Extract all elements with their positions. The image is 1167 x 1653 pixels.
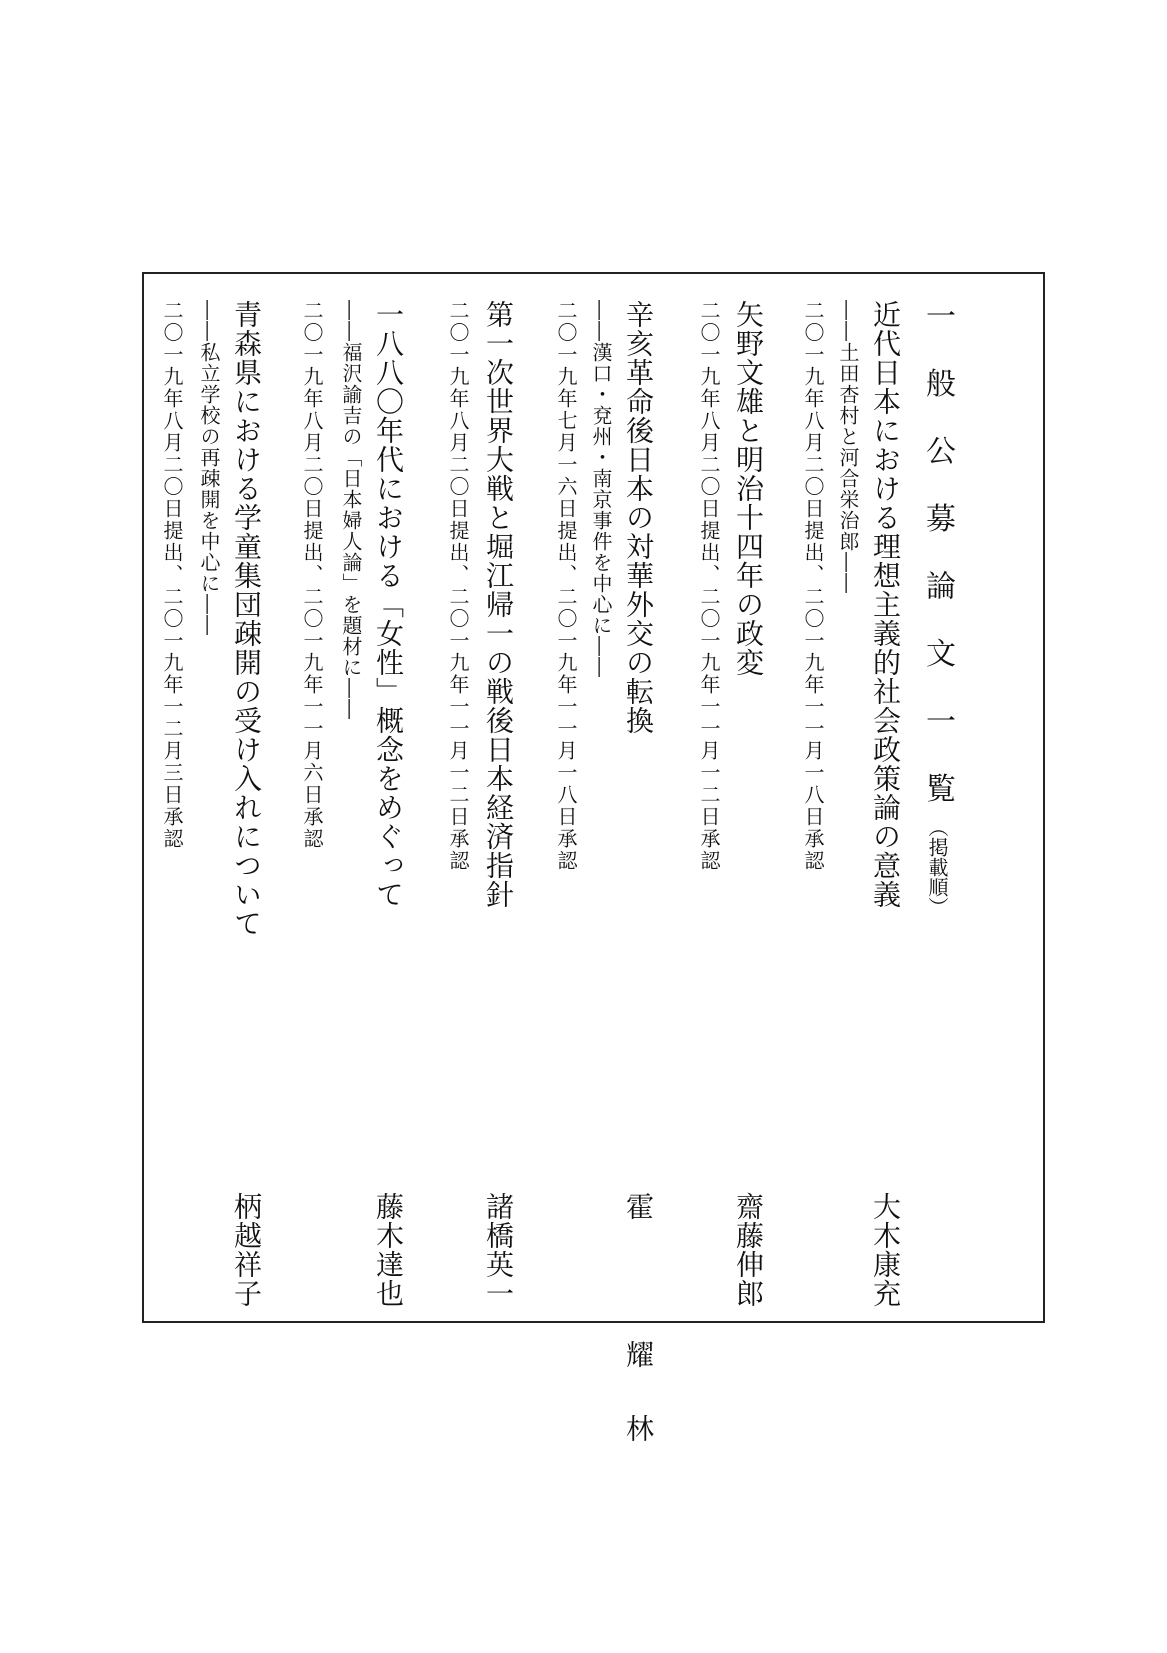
heading-note: （掲載順） — [925, 816, 949, 917]
entry-title: 近代日本における理想主義的社会政策論の意義 — [869, 300, 902, 909]
entry-title: 辛亥革命後日本の対華外交の転換 — [622, 300, 655, 735]
entry-title: 一八八〇年代における「女性」概念をめぐって — [372, 300, 405, 909]
entry-subtitle: ――私立学校の再疎開を中心に―― — [197, 300, 221, 636]
entry-title: 矢野文雄と明治十四年の政変 — [732, 300, 765, 677]
heading-title: 一 般 公 募 論 文 一 覧 — [920, 300, 955, 817]
entry-subtitle: ――福沢諭吉の「日本婦人論」を題材に―― — [339, 300, 363, 720]
article-list-frame — [142, 272, 1045, 1488]
page-heading — [920, 300, 955, 917]
entry-date: 二〇一九年八月二〇日提出、二〇一九年一一月六日承認 — [300, 300, 324, 850]
entry-author: 柄越祥子 — [230, 1192, 263, 1308]
entry-date: 二〇一九年八月二〇日提出、二〇一九年一二月三日承認 — [160, 300, 184, 850]
entry-author: 諸橋英一 — [482, 1192, 515, 1308]
entry-subtitle: ――土田杏村と河合栄治郎―― — [836, 300, 860, 594]
entry-author: 大木康充 — [869, 1192, 902, 1308]
entry-author: 藤木達也 — [372, 1192, 405, 1308]
entry-author: 霍 耀林 — [622, 1192, 655, 1488]
entry-title: 第一次世界大戦と堀江帰一の戦後日本経済指針 — [482, 300, 515, 909]
entry-date: 二〇一九年八月二〇日提出、二〇一九年一一月一二日承認 — [697, 300, 721, 872]
entry-title: 青森県における学童集団疎開の受け入れについて — [230, 300, 263, 938]
entry-subtitle: ――漢口・兗州・南京事件を中心に―― — [589, 300, 613, 678]
entry-author: 齋藤伸郎 — [732, 1192, 765, 1308]
entry-date: 二〇一九年七月一六日提出、二〇一九年一一月一八日承認 — [554, 300, 578, 872]
entry-date: 二〇一九年八月二〇日提出、二〇一九年一一月一八日承認 — [801, 300, 825, 872]
entry-date: 二〇一九年八月二〇日提出、二〇一九年一一月一二日承認 — [446, 300, 470, 872]
